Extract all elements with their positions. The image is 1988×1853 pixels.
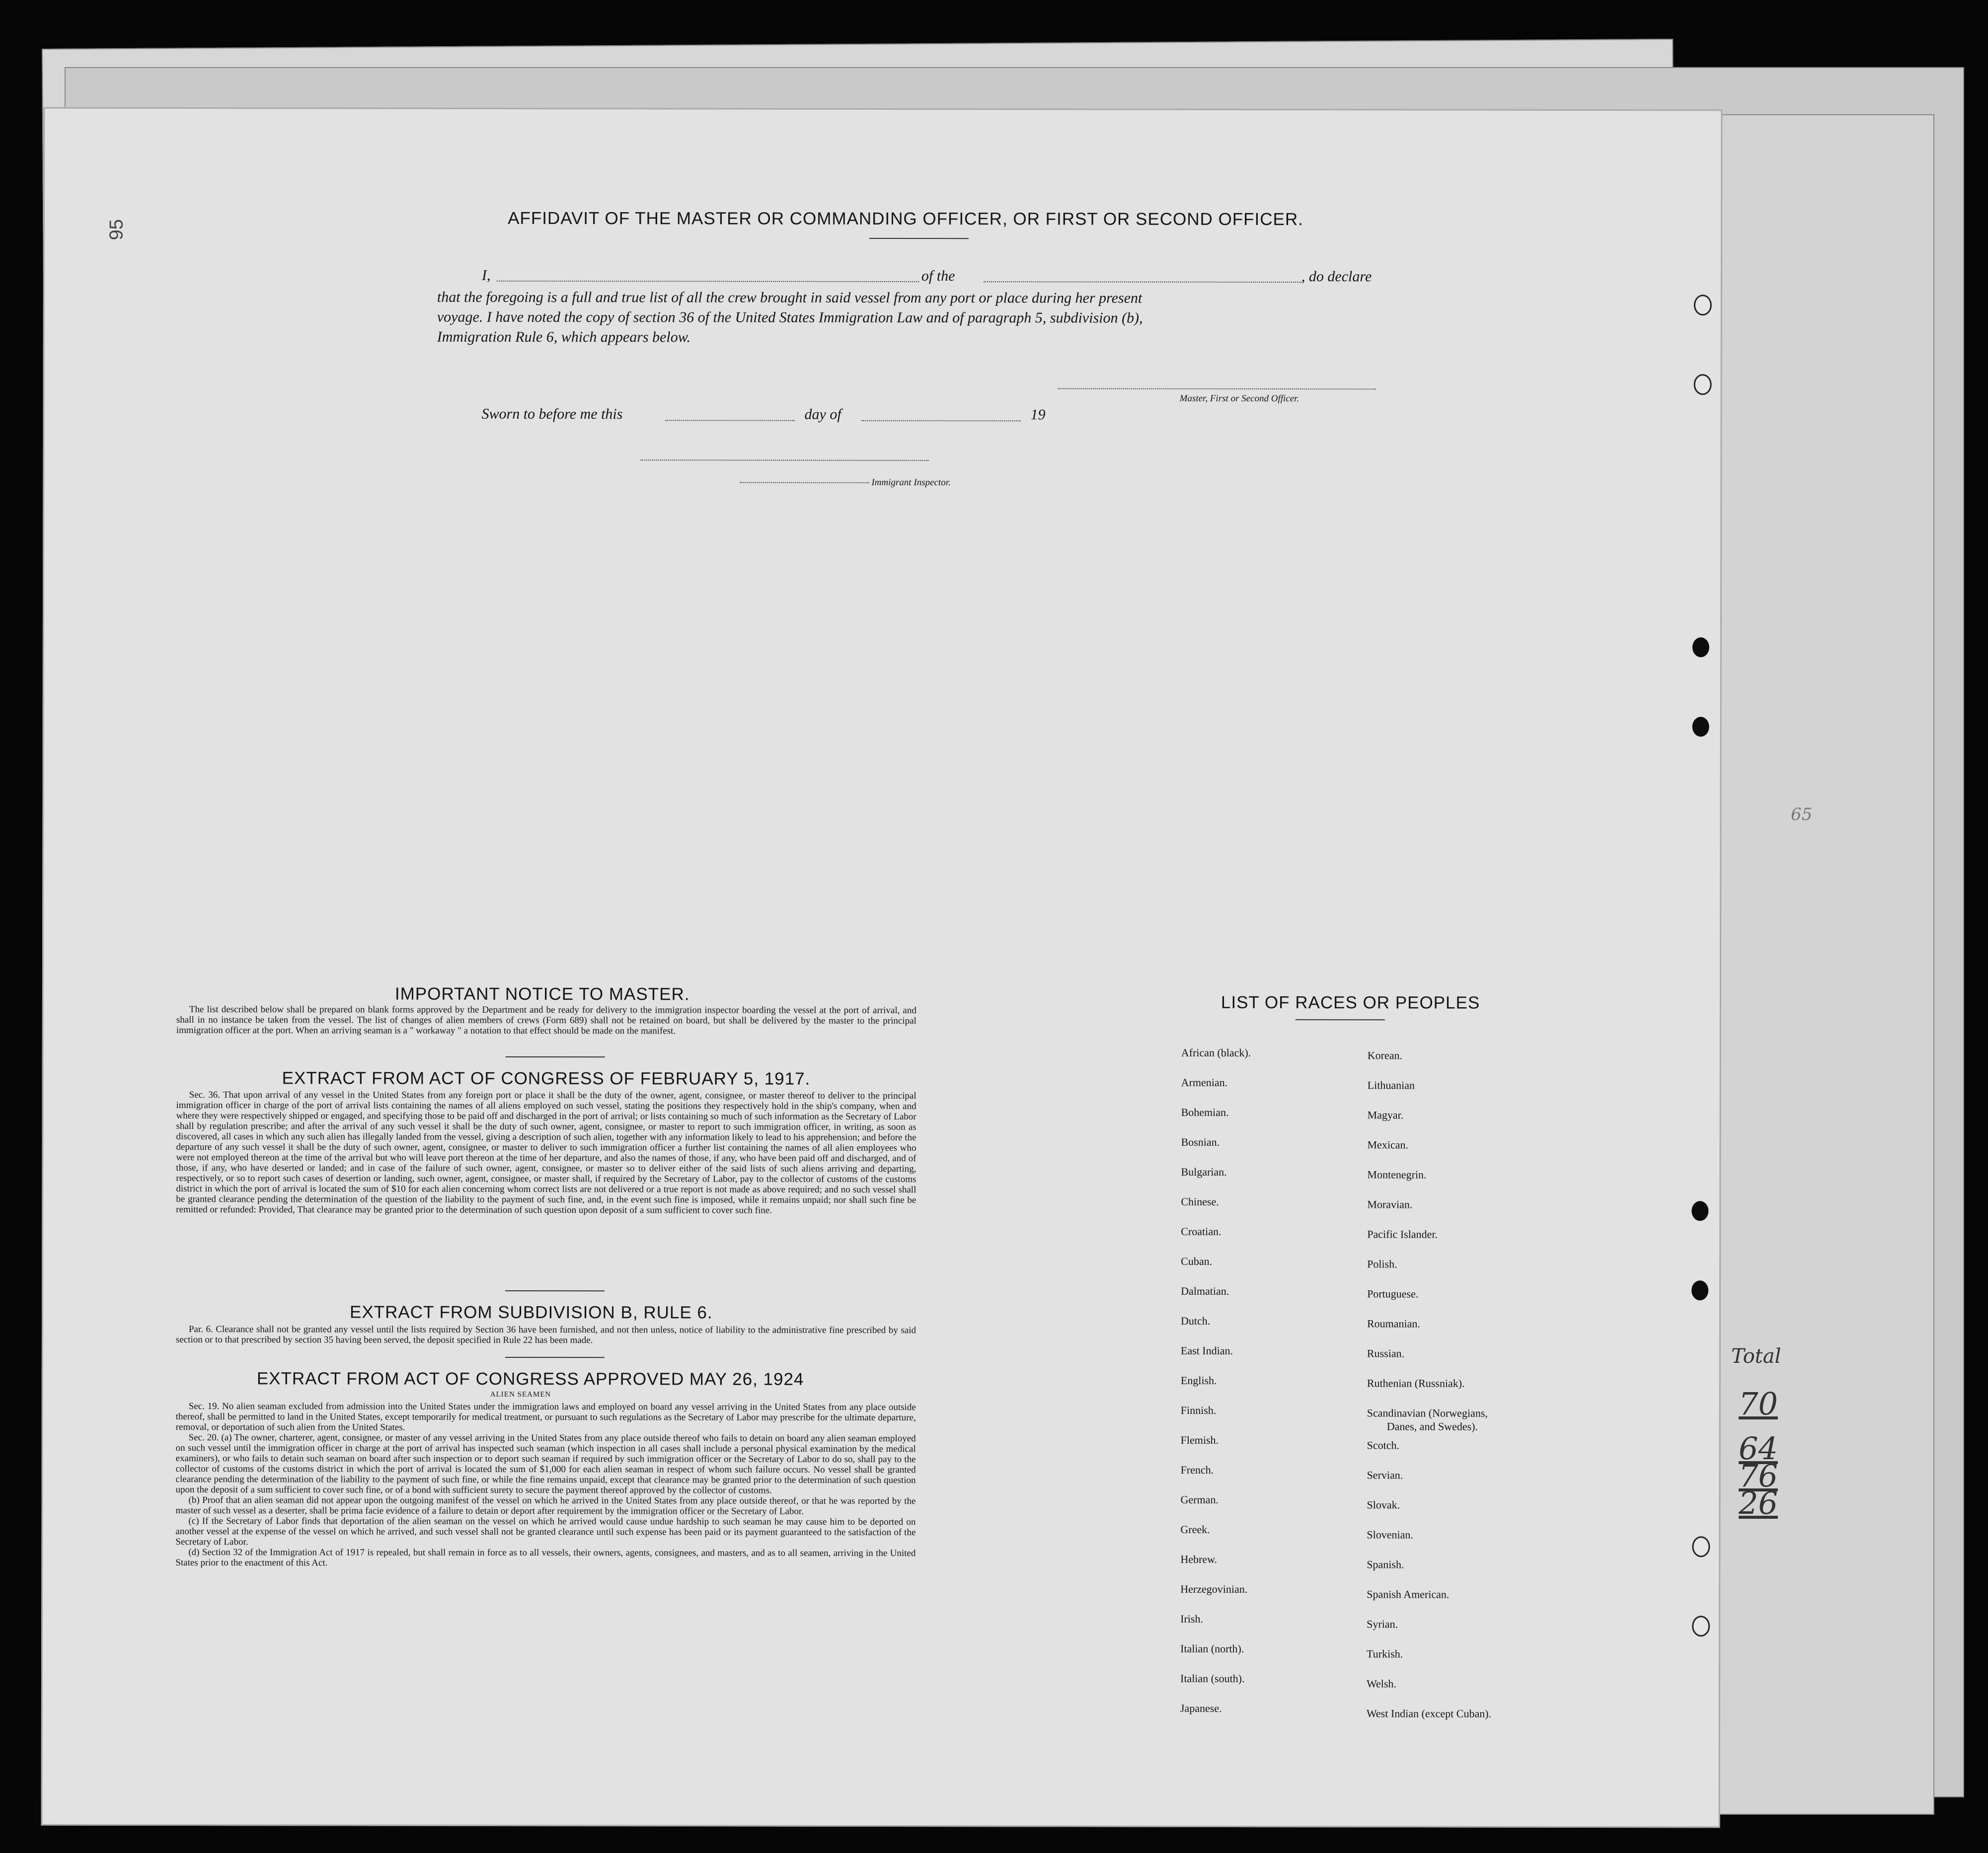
- race-item: Herzegovinian.: [1180, 1582, 1248, 1596]
- race-item: Roumanian.: [1367, 1317, 1420, 1330]
- race-item: Ruthenian (Russniak).: [1367, 1377, 1465, 1390]
- race-item: Irish.: [1180, 1612, 1204, 1625]
- sworn-day-label: day of: [804, 406, 841, 423]
- race-item: Italian (north).: [1180, 1642, 1244, 1655]
- handwritten-tally-4: 26: [1739, 1485, 1778, 1521]
- race-item: Welsh.: [1366, 1677, 1396, 1690]
- race-item: Croatian.: [1181, 1225, 1222, 1238]
- inspector-signature-label: Immigrant Inspector.: [871, 477, 951, 488]
- binding-hole-icon: [1694, 374, 1712, 395]
- affidavit-line4: Immigration Rule 6, which appears below.: [437, 328, 691, 346]
- extract-rule6-rule: [505, 1357, 605, 1358]
- sworn-year-label: 19: [1030, 406, 1046, 423]
- race-item: Dalmatian.: [1181, 1284, 1229, 1297]
- races-title: LIST OF RACES OR PEOPLES: [1221, 992, 1480, 1013]
- extract-rule6-title: EXTRACT FROM SUBDIVISION B, RULE 6.: [350, 1302, 713, 1323]
- race-item: Slovenian.: [1367, 1528, 1413, 1541]
- race-item: Italian (south).: [1180, 1672, 1245, 1685]
- race-item: Magyar.: [1367, 1109, 1404, 1121]
- race-item: Pacific Islander.: [1367, 1228, 1438, 1241]
- race-item: Portuguese.: [1367, 1287, 1419, 1300]
- race-item: Bulgarian.: [1181, 1165, 1227, 1178]
- race-item: English.: [1180, 1374, 1217, 1387]
- page-number: 95: [106, 219, 127, 240]
- race-item: Korean.: [1367, 1049, 1403, 1062]
- affidavit-title: AFFIDAVIT OF THE MASTER OR COMMANDING OFFICER, OR FIRST OR SECOND OFFICER.: [508, 208, 1303, 229]
- master-name-field[interactable]: [497, 281, 919, 282]
- race-item: Syrian.: [1367, 1618, 1398, 1631]
- race-item: Bosnian.: [1181, 1135, 1220, 1148]
- race-item: Polish.: [1367, 1258, 1397, 1270]
- vessel-name-field[interactable]: [984, 281, 1301, 283]
- extract-1924-sec20c: (c) If the Secretary of Labor finds that deportation of the alien seaman on the vessel on which he arrived would cause undue hardship to such seaman he may cause him to be deported on another vessel at the expense of the vessel on which he arrived, and such vessel shall not be granted clearance until such expense has been paid or its payment guaranteed to the satisfaction of the Secretary of Labor.: [175, 1516, 916, 1548]
- race-item-continuation: Danes, and Swedes).: [1386, 1420, 1478, 1433]
- master-signature-label: Master, First or Second Officer.: [1179, 393, 1300, 404]
- notice-body: The list described below shall be prepared on blank forms approved by the Department and be ready for delivery to the immigration inspector boarding the vessel at the port of arrival, and shall in no instance be taken from the vessel. The list of changes of alien members of crews (Form 689) shall not be retained on board, but shall be delivered by the master to the principal immigration officer at the port. When an arriving seaman is a " workaway " a notation to that effect should be made on the manifest.: [176, 1004, 917, 1037]
- extract-1917-body: Sec. 36. That upon arrival of any vessel in the United States from any foreign port or place it shall be the duty of the owner, agent, consignee, or master thereof to deliver to the principal immigration officer in charge of the port of arrival lists containing the names of all aliens employed on such vessel, stating the positions they respectively hold in the ship's company, when and where they were respectively shipped or engaged, and specifying those to be paid off and discharged in the port of arrival; or lists containing so much of such information as the Secretary of Labor shall by regulation prescribe; and after the arrival of any such vessel it shall be the duty of such owner, agent, consignee, or master to report to such immigration officer, in writing, as soon as discovered, all cases in which any such alien has illegally landed from the vessel, giving a description of such alien, together with any information likely to lead to his apprehension; and before the departure of any such vessel it shall be the duty of such owner, agent, consignee, or master to deliver to such immigration officer a further list containing the names of all alien employees who were not employed thereon at the time of the arrival but who will leave port thereon at the time of her departure, and also the names of those, if any, who have been paid off and discharged, and of those, if any, who have deserted or landed; and in case of the failure of such owner, agent, consignee, or master so to deliver either of the said lists of such aliens arriving and departing, respectively, or so to report such cases of desertion or landing, such owner, agent, consignee, or master shall, if required by the Secretary of Labor, pay to the collector of customs of the customs district in which the port of arrival is located the sum of $10 for each alien concerning whom correct lists are not delivered or a true report is not made as above required; and no such vessel shall be granted clearance pending the determination of the question of the liability to the payment of such fine, and, in the event such fine is imposed, while it remains unpaid; nor shall such fine be remitted or refunded: Provided, That clearance may be granted prior to the determination of such question upon deposit of a sum sufficient to cover such fine.: [176, 1090, 917, 1216]
- race-item: Flemish.: [1180, 1433, 1219, 1446]
- inspector-signature-field-2[interactable]: [740, 482, 869, 483]
- binding-hole-icon: [1694, 295, 1712, 315]
- sworn-month-field[interactable]: [862, 420, 1021, 421]
- race-item: Spanish American.: [1367, 1588, 1450, 1601]
- extract-1924-sec19: Sec. 19. No alien seaman excluded from admission into the United States under the immigration laws and employed on board any vessel arriving in the United States from any place outside thereof, shall be permitted to land in the United States, except temporarily for medical treatment, or pursuant to such regulations as the Secretary of Labor may prescribe for the ultimate departure, removal, or deportation of such alien from the United States.: [175, 1401, 916, 1433]
- race-item: Moravian.: [1367, 1198, 1413, 1211]
- race-item: Scotch.: [1367, 1439, 1400, 1452]
- handwritten-total-label: Total: [1731, 1345, 1781, 1368]
- race-item: Chinese.: [1181, 1195, 1219, 1208]
- master-signature-field[interactable]: [1058, 388, 1376, 389]
- race-item: African (black).: [1181, 1046, 1251, 1059]
- extract-1924-sec20a: Sec. 20. (a) The owner, charterer, agent, consignee, or master of any vessel arriving in the United States from any place outside thereof who fails to detain on board any alien seaman employed on such vessel until the immigration officer in charge at the port of arrival has inspected such seaman (which inspection in all cases shall include a personal physical examination by the medical examiners), or who fails to detain such seaman on board after such inspection or to deport such seaman if required by such immigration officer or the Secretary of Labor to do so, shall pay to the collector of customs of the customs district in which the port of arrival is located the sum of $1,000 for each alien seaman in respect of whom such failure occurs. No vessel shall be granted clearance pending the determination of the liability to the payment of such fine, or while the fine remains unpaid, except that clearance may be granted prior to the determination of such question upon the deposit of a sum sufficient to cover such fine, or of a bond with sufficient surety to secure the payment thereof approved by the collector of customs.: [175, 1432, 916, 1496]
- extract-1924-subtitle: ALIEN SEAMEN: [490, 1390, 551, 1399]
- handwritten-tally-1: 70: [1739, 1386, 1778, 1422]
- race-item: Mexican.: [1367, 1138, 1408, 1151]
- race-item: German.: [1180, 1493, 1219, 1506]
- race-item: Spanish.: [1367, 1558, 1404, 1571]
- extract-1924-sec20d: (d) Section 32 of the Immigration Act of 1917 is repealed, but shall remain in force as to all vessels, their owners, agents, consignees, and masters, and as to all seamen, arriving in the United States prior to the enactment of this Act.: [175, 1547, 916, 1568]
- extract-1924-body: [175, 1401, 916, 1569]
- race-item: Hebrew.: [1180, 1553, 1218, 1565]
- extract-1917-title: EXTRACT FROM ACT OF CONGRESS OF FEBRUARY 5, 1917.: [282, 1068, 811, 1089]
- affidavit-line3: voyage. I have noted the copy of section 36 of the United States Immigration Law and of paragraph 5, subdivision (b),: [437, 308, 1143, 326]
- manifest-form-page: [41, 107, 1723, 1828]
- binding-hole-icon: [1691, 1280, 1708, 1300]
- extract-1924-sec20b: (b) Proof that an alien seaman did not appear upon the outgoing manifest of the vessel on which he arrived in the United States from any place outside thereof, or that he was reported by the master of such vessel as a deserter, shall be prima facie evidence of a failure to detain or deport after requirement by the immigration officer or the Secretary of Labor.: [175, 1495, 916, 1517]
- races-title-rule: [1296, 1019, 1385, 1020]
- sworn-statement: Sworn to before me this: [481, 405, 623, 423]
- race-item: Scandinavian (Norwegians,: [1367, 1407, 1488, 1419]
- affidavit-line1-start: I,: [481, 267, 491, 284]
- binding-hole-icon: [1691, 1201, 1708, 1221]
- extract-rule6-body: Par. 6. Clearance shall not be granted any vessel until the lists required by Section 36 have been furnished, and not then unless, notice of liability to the administrative fine prescribed by said section or to that prescribed by section 35 having been served, the deposit specified in Rule 22 has been made.: [175, 1324, 916, 1346]
- inspector-signature-field[interactable]: [640, 459, 928, 461]
- notice-rule: [506, 1056, 605, 1057]
- handwritten-tally-3: 76: [1739, 1458, 1778, 1494]
- race-item: Turkish.: [1367, 1647, 1403, 1660]
- binding-hole-icon: [1692, 1616, 1710, 1636]
- race-item: Japanese.: [1180, 1702, 1222, 1714]
- extract-1924-title: EXTRACT FROM ACT OF CONGRESS APPROVED MAY 26, 1924: [256, 1369, 804, 1389]
- race-item: Slovak.: [1367, 1498, 1400, 1511]
- race-item: Greek.: [1180, 1523, 1210, 1536]
- binding-hole-icon: [1692, 717, 1709, 737]
- race-item: Montenegrin.: [1367, 1168, 1427, 1181]
- race-item: French.: [1180, 1463, 1214, 1476]
- race-item: Bohemian.: [1181, 1106, 1229, 1118]
- binding-hole-icon: [1692, 1536, 1710, 1557]
- affidavit-line1-mid: of the: [921, 268, 955, 285]
- binding-hole-icon: [1692, 637, 1709, 657]
- handwritten-scrawl: 65: [1791, 805, 1813, 824]
- race-item: East Indian.: [1180, 1344, 1233, 1357]
- race-item: West Indian (except Cuban).: [1366, 1707, 1492, 1720]
- handwritten-tally-2: 64: [1739, 1430, 1778, 1467]
- affidavit-title-rule: [869, 238, 969, 239]
- affidavit-line2: that the foregoing is a full and true list of all the crew brought in said vessel from any port or place during her present: [437, 289, 1143, 306]
- race-item: Cuban.: [1181, 1255, 1213, 1267]
- race-item: Armenian.: [1181, 1076, 1228, 1089]
- notice-title: IMPORTANT NOTICE TO MASTER.: [394, 984, 690, 1004]
- extract-1917-rule: [505, 1290, 605, 1291]
- race-item: Servian.: [1367, 1469, 1403, 1482]
- race-item: Dutch.: [1180, 1314, 1211, 1327]
- race-item: Lithuanian: [1367, 1079, 1415, 1092]
- race-item: Finnish.: [1180, 1404, 1217, 1416]
- sworn-day-field[interactable]: [666, 420, 795, 421]
- race-item: Russian.: [1367, 1347, 1405, 1360]
- affidavit-line1-end: , do declare: [1301, 268, 1372, 285]
